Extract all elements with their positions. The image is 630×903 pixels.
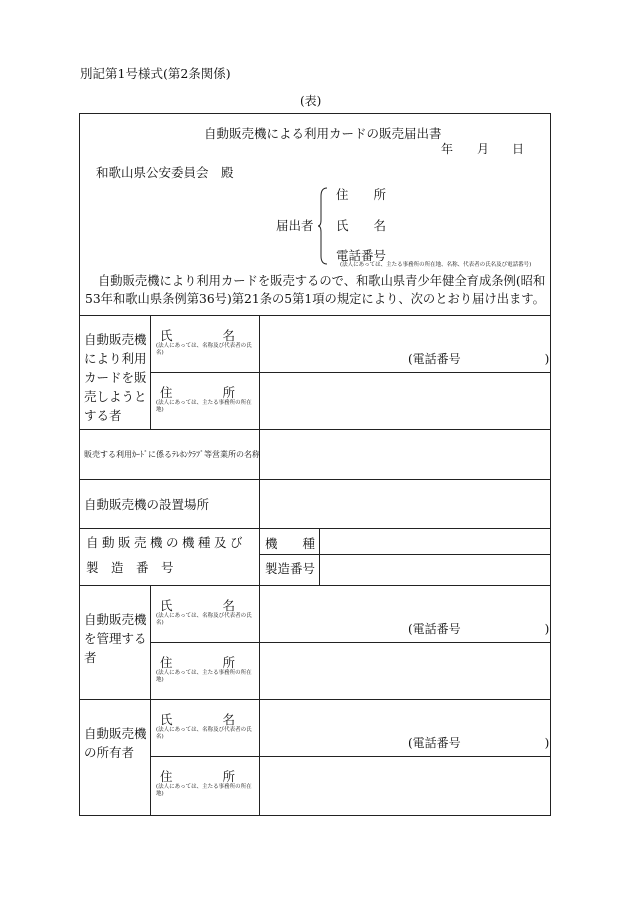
manager-name-label: 氏 名 (160, 598, 236, 613)
seller-head-line: する者 (84, 408, 122, 423)
owner-address-note: (法人にあっては、主たる事務所の所在地) (156, 784, 252, 797)
side-label: (表) (300, 94, 322, 108)
form-label: 別記第1号様式(第2条関係) (80, 66, 231, 81)
manager-address-label: 住 所 (160, 655, 236, 670)
machine-head-2: 製 造 番 号 (86, 560, 174, 575)
applicant-note: (法人にあっては、主たる事務所の所在地、名称、代表者の氏名及び電話番号) (340, 262, 532, 268)
seller-head-line: 自動販売機 (84, 332, 147, 347)
owner-name-label: 氏 名 (160, 712, 236, 727)
row-divider (150, 756, 551, 757)
seller-head-line: により利用 (84, 351, 147, 366)
manager-address-note: (法人にあっては、主たる事務所の所在地) (156, 670, 252, 683)
date-month: 月 (477, 142, 490, 156)
machine-type-label: 機 種 (265, 536, 316, 551)
seller-head-line: カードを販 (84, 370, 147, 385)
manager-head-line: 者 (84, 650, 97, 665)
seller-head-line: 売しようと (84, 389, 147, 404)
col-divider (150, 585, 151, 816)
machine-head-1: 自動販売機の機種及び (86, 535, 247, 550)
page-title: 自動販売機による利用カードの販売届出書 (204, 126, 442, 141)
seller-name-label: 氏 名 (160, 328, 236, 343)
row-divider (79, 479, 551, 480)
manager-head-line: 自動販売機 (84, 612, 147, 627)
col-divider (319, 528, 320, 585)
seller-head (84, 330, 148, 425)
row-divider (259, 554, 551, 555)
location-head: 自動販売機の設置場所 (84, 497, 210, 512)
manager-head (84, 610, 148, 667)
row-divider (79, 528, 551, 529)
declaration-text: 自動販売機により利用カードを販売するので、和歌山県青少年健全育成条例(昭和53年和歌山県条例第36号)第21条の5第1項の規定により、次のとおり届け出ます。 (85, 274, 546, 306)
col-divider (150, 315, 151, 429)
manager-phone: (電話番号 ) (408, 622, 550, 636)
applicant-name-label: 氏 名 (336, 218, 387, 233)
applicant-address-label: 住 所 (336, 187, 387, 202)
applicant-phone-label: 電話番号 (336, 248, 387, 263)
date-day: 日 (512, 142, 525, 156)
owner-head-line: の所有者 (84, 745, 135, 760)
seller-name-note: (法人にあっては、名称及び代表者の氏名) (156, 343, 252, 356)
row-divider (150, 642, 551, 643)
premises-head: 販売する利用ｶｰﾄﾞに係るﾃﾚﾎﾝｸﾗﾌﾞ等営業所の名称 (84, 450, 260, 459)
seller-phone: (電話番号 ) (408, 352, 550, 366)
owner-head (84, 724, 148, 762)
seller-address-note: (法人にあっては、主たる事務所の所在地) (156, 400, 252, 413)
addressee: 和歌山県公安委員会 殿 (96, 165, 234, 180)
brace-icon (318, 186, 328, 266)
seller-address-label: 住 所 (160, 385, 236, 400)
owner-phone: (電話番号 ) (408, 736, 550, 750)
applicant-label: 届出者 (276, 218, 314, 233)
col-divider (259, 315, 260, 816)
row-divider (79, 429, 551, 430)
owner-address-label: 住 所 (160, 769, 236, 784)
date-year: 年 (441, 142, 454, 156)
machine-serial-label: 製造番号 (265, 561, 316, 576)
manager-name-note: (法人にあっては、名称及び代表者の氏名) (156, 613, 252, 626)
owner-name-note: (法人にあっては、名称及び代表者の氏名) (156, 727, 252, 740)
row-divider (150, 372, 551, 373)
manager-head-line: を管理する (84, 631, 147, 646)
owner-head-line: 自動販売機 (84, 726, 147, 741)
